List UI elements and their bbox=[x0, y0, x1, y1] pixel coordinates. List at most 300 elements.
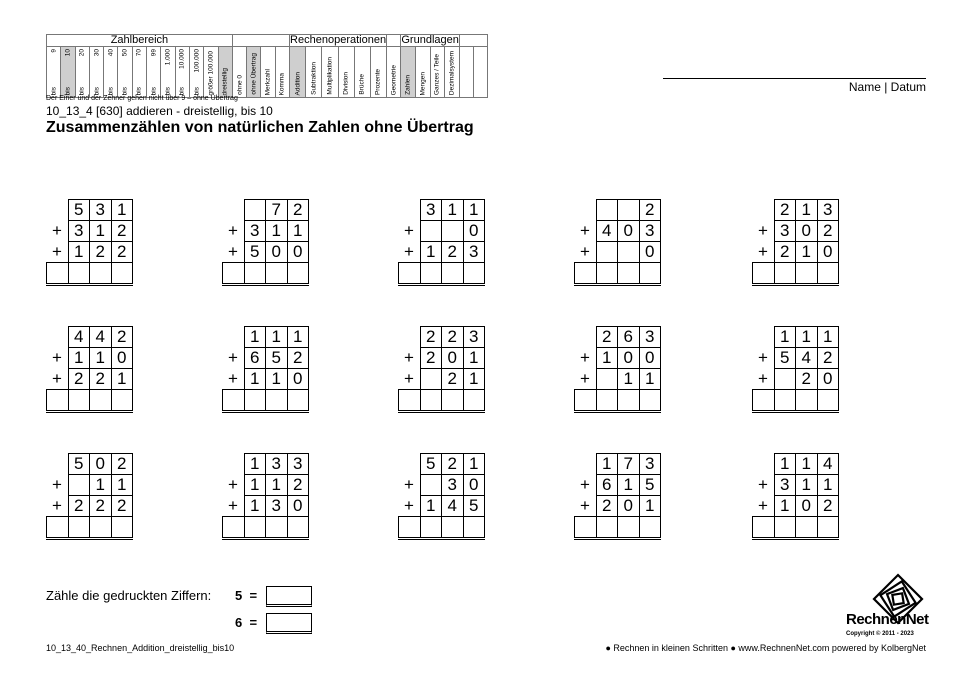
digit-cell: 2 bbox=[90, 242, 112, 263]
result-cell[interactable] bbox=[463, 390, 485, 412]
digit-cell: 2 bbox=[111, 496, 133, 517]
result-cell[interactable] bbox=[817, 263, 839, 285]
result-cell[interactable] bbox=[47, 517, 69, 539]
result-cell[interactable] bbox=[47, 390, 69, 412]
category-label: Multiplikation bbox=[326, 57, 334, 95]
category-label: Geometrie bbox=[390, 64, 398, 95]
result-cell[interactable] bbox=[463, 517, 485, 539]
empty-cell bbox=[575, 200, 597, 221]
digit-cell: 3 bbox=[90, 200, 112, 221]
group-spacer bbox=[459, 35, 488, 47]
rechen-cell bbox=[370, 47, 386, 98]
result-cell[interactable] bbox=[266, 517, 288, 539]
category-label: bis bbox=[164, 86, 172, 95]
digit-cell: 1 bbox=[90, 475, 112, 496]
count-answer-box-6[interactable] bbox=[266, 613, 312, 634]
grundlagen-cell bbox=[445, 47, 460, 98]
plus-sign: + bbox=[228, 475, 238, 494]
plus-sign: + bbox=[580, 475, 590, 494]
digit-cell: 3 bbox=[68, 221, 90, 242]
digit-cell: 0 bbox=[639, 348, 661, 369]
result-cell[interactable] bbox=[796, 390, 818, 412]
zahlbereich-cell bbox=[218, 47, 232, 98]
digit-cell bbox=[618, 200, 640, 221]
digit-cell: 1 bbox=[817, 475, 839, 496]
count-row-5 bbox=[235, 588, 257, 603]
result-cell[interactable] bbox=[618, 263, 640, 285]
addition-grid bbox=[222, 199, 309, 286]
category-value: 70 bbox=[135, 49, 143, 57]
digit-cell bbox=[596, 242, 618, 263]
result-cell[interactable] bbox=[753, 517, 775, 539]
digit-cell: 1 bbox=[596, 454, 618, 475]
digit-cell: 5 bbox=[68, 200, 90, 221]
plus-sign: + bbox=[758, 368, 768, 388]
digit-cell: 0 bbox=[817, 242, 839, 263]
addition-task bbox=[46, 453, 133, 540]
result-cell[interactable] bbox=[442, 390, 464, 412]
result-cell[interactable] bbox=[817, 390, 839, 412]
digit-cell: 3 bbox=[287, 454, 309, 475]
category-label: bis bbox=[64, 86, 72, 95]
digit-cell: 2 bbox=[111, 327, 133, 348]
addition-grid bbox=[46, 453, 133, 540]
geometrie-cell bbox=[387, 47, 401, 98]
digit-cell: 3 bbox=[774, 221, 796, 242]
digit-cell: 1 bbox=[287, 327, 309, 348]
category-label: größer 100.000 bbox=[207, 50, 215, 95]
digit-cell: 5 bbox=[774, 348, 796, 369]
result-cell[interactable] bbox=[442, 263, 464, 285]
result-cell[interactable] bbox=[266, 263, 288, 285]
result-cell[interactable] bbox=[287, 517, 309, 539]
plus-sign: + bbox=[580, 368, 590, 388]
zahlbereich-cell bbox=[189, 47, 203, 98]
addition-task bbox=[752, 199, 839, 286]
plus-sign: + bbox=[404, 368, 414, 388]
digit-cell: 2 bbox=[442, 369, 464, 390]
category-value: 50 bbox=[121, 49, 129, 57]
count-equals: = bbox=[249, 588, 258, 603]
empty-cell bbox=[223, 454, 245, 475]
digit-cell: 1 bbox=[111, 369, 133, 390]
digit-cell: 1 bbox=[774, 454, 796, 475]
footer-filename: 10_13_40_Rechnen_Addition_dreistellig_bis10 bbox=[46, 643, 235, 653]
digit-cell: 1 bbox=[463, 200, 485, 221]
count-digit: 5 bbox=[235, 588, 243, 603]
digit-cell: 3 bbox=[639, 454, 661, 475]
digit-cell: 2 bbox=[596, 327, 618, 348]
result-cell[interactable] bbox=[266, 390, 288, 412]
digit-cell: 3 bbox=[774, 475, 796, 496]
category-value: 20 bbox=[78, 49, 86, 57]
digit-cell: 1 bbox=[266, 327, 288, 348]
digit-cell: 5 bbox=[68, 454, 90, 475]
digit-cell: 1 bbox=[796, 327, 818, 348]
category-label: bis bbox=[135, 86, 143, 95]
result-cell[interactable] bbox=[111, 263, 133, 285]
digit-cell: 3 bbox=[463, 242, 485, 263]
digit-cell: 2 bbox=[442, 242, 464, 263]
footer-credits: ● Rechnen in kleinen Schritten ● www.RechnenNet.com powered by KolbergNet bbox=[605, 643, 926, 653]
category-label: bis bbox=[193, 86, 201, 95]
empty-cell bbox=[399, 327, 421, 348]
blank-cell bbox=[474, 47, 488, 98]
category-label: Mengen bbox=[419, 71, 427, 95]
digit-cell: 1 bbox=[420, 496, 442, 517]
empty-cell bbox=[223, 327, 245, 348]
addition-grid bbox=[46, 326, 133, 413]
zahlbereich-cell bbox=[118, 47, 132, 98]
result-cell[interactable] bbox=[90, 390, 112, 412]
digit-cell: 1 bbox=[90, 348, 112, 369]
result-cell[interactable] bbox=[420, 517, 442, 539]
digit-cell bbox=[618, 242, 640, 263]
zahlbereich-cell bbox=[147, 47, 161, 98]
digit-cell: 1 bbox=[244, 475, 266, 496]
digit-cell: 1 bbox=[244, 454, 266, 475]
rechen-cell bbox=[306, 47, 322, 98]
plus-sign: + bbox=[580, 241, 590, 261]
plus-sign: + bbox=[580, 348, 590, 367]
category-value: 10 bbox=[64, 49, 72, 57]
category-label: Brüche bbox=[358, 74, 366, 95]
result-cell[interactable] bbox=[420, 263, 442, 285]
digit-cell: 4 bbox=[68, 327, 90, 348]
category-label: Addition bbox=[294, 71, 302, 95]
category-label: Subtraktion bbox=[310, 62, 318, 95]
category-label: Division bbox=[342, 72, 350, 95]
digit-cell: 1 bbox=[817, 327, 839, 348]
digit-cell: 1 bbox=[618, 369, 640, 390]
result-cell[interactable] bbox=[223, 517, 245, 539]
result-cell[interactable] bbox=[618, 390, 640, 412]
result-cell[interactable] bbox=[774, 263, 796, 285]
addition-task bbox=[398, 453, 485, 540]
group-grundlagen: Grundlagen bbox=[401, 34, 459, 46]
zahlbereich-cell bbox=[175, 47, 189, 98]
brand-name: RechnenNet bbox=[846, 611, 929, 628]
category-label: dreistellig bbox=[221, 67, 229, 95]
result-cell[interactable] bbox=[442, 517, 464, 539]
digit-cell: 3 bbox=[266, 496, 288, 517]
digit-cell: 1 bbox=[68, 348, 90, 369]
digit-cell: 3 bbox=[817, 200, 839, 221]
result-cell[interactable] bbox=[399, 390, 421, 412]
digit-cell bbox=[442, 221, 464, 242]
addition-grid bbox=[398, 199, 485, 286]
digit-cell: 2 bbox=[774, 200, 796, 221]
result-cell[interactable] bbox=[753, 263, 775, 285]
addition-task bbox=[752, 326, 839, 413]
digit-cell: 5 bbox=[266, 348, 288, 369]
addition-task bbox=[46, 326, 133, 413]
category-label: Ganzes / Teile bbox=[433, 53, 441, 95]
zahlbereich-cell bbox=[204, 47, 218, 98]
category-label: bis bbox=[78, 86, 86, 95]
category-header bbox=[46, 34, 488, 98]
digit-cell: 1 bbox=[244, 496, 266, 517]
digit-cell bbox=[244, 200, 266, 221]
plus-sign: + bbox=[758, 221, 768, 240]
result-cell[interactable] bbox=[244, 390, 266, 412]
category-label: Merkzahl bbox=[264, 68, 272, 95]
result-cell[interactable] bbox=[244, 517, 266, 539]
plus-sign: + bbox=[52, 368, 62, 388]
result-cell[interactable] bbox=[68, 517, 90, 539]
result-cell[interactable] bbox=[90, 517, 112, 539]
copyright: Copyright © 2011 - 2023 bbox=[846, 631, 914, 637]
empty-cell bbox=[399, 200, 421, 221]
digit-cell bbox=[420, 221, 442, 242]
digit-cell bbox=[596, 200, 618, 221]
digit-cell: 1 bbox=[420, 242, 442, 263]
digit-cell: 1 bbox=[244, 327, 266, 348]
digit-cell: 6 bbox=[618, 327, 640, 348]
plus-sign: + bbox=[580, 495, 590, 515]
result-cell[interactable] bbox=[596, 517, 618, 539]
digit-cell: 2 bbox=[90, 496, 112, 517]
digit-cell: 0 bbox=[287, 496, 309, 517]
rechen-cell bbox=[322, 47, 338, 98]
category-label: bis bbox=[107, 86, 115, 95]
digit-cell: 1 bbox=[774, 327, 796, 348]
addition-grid bbox=[574, 453, 661, 540]
digit-cell: 1 bbox=[266, 475, 288, 496]
plus-sign: + bbox=[758, 495, 768, 515]
count-digit: 6 bbox=[235, 615, 243, 630]
result-cell[interactable] bbox=[753, 390, 775, 412]
result-cell[interactable] bbox=[223, 390, 245, 412]
digit-cell: 3 bbox=[266, 454, 288, 475]
plus-sign: + bbox=[228, 221, 238, 240]
grundlagen-cell bbox=[401, 47, 416, 98]
addition-grid bbox=[222, 453, 309, 540]
result-cell[interactable] bbox=[399, 517, 421, 539]
digit-cell: 2 bbox=[817, 221, 839, 242]
result-cell[interactable] bbox=[420, 390, 442, 412]
result-cell[interactable] bbox=[223, 263, 245, 285]
category-label: bis bbox=[150, 86, 158, 95]
category-value: 100.000 bbox=[193, 49, 201, 73]
plus-sign: + bbox=[228, 495, 238, 515]
plus-sign: + bbox=[404, 221, 414, 240]
digit-cell: 2 bbox=[420, 348, 442, 369]
empty-cell bbox=[223, 200, 245, 221]
plus-sign: + bbox=[758, 348, 768, 367]
digit-cell: 2 bbox=[442, 454, 464, 475]
group-rechenoperationen: Rechenoperationen bbox=[290, 34, 387, 46]
digit-cell: 1 bbox=[90, 221, 112, 242]
group-spacer bbox=[387, 35, 401, 47]
category-table bbox=[46, 34, 488, 98]
group-zahlbereich: Zahlbereich bbox=[47, 35, 233, 47]
plus-sign: + bbox=[758, 241, 768, 261]
result-cell[interactable] bbox=[796, 517, 818, 539]
digit-cell: 0 bbox=[796, 221, 818, 242]
addition-task bbox=[222, 326, 309, 413]
category-value: 30 bbox=[93, 49, 101, 57]
mid-cell bbox=[275, 47, 289, 98]
result-cell[interactable] bbox=[618, 517, 640, 539]
digit-cell: 2 bbox=[68, 496, 90, 517]
rechen-cell bbox=[290, 47, 306, 98]
plus-sign: + bbox=[52, 241, 62, 261]
group-spacer bbox=[232, 35, 289, 47]
page-title: Zusammenzählen von natürlichen Zahlen ohne Übertrag bbox=[46, 119, 474, 136]
rechen-cell bbox=[354, 47, 370, 98]
digit-cell: 1 bbox=[463, 454, 485, 475]
digit-cell bbox=[596, 369, 618, 390]
zahlbereich-cell bbox=[75, 47, 89, 98]
digit-cell: 1 bbox=[463, 369, 485, 390]
digit-cell: 6 bbox=[244, 348, 266, 369]
plus-sign: + bbox=[52, 495, 62, 515]
digit-cell: 1 bbox=[68, 242, 90, 263]
result-cell[interactable] bbox=[111, 390, 133, 412]
digit-cell: 0 bbox=[817, 369, 839, 390]
result-cell[interactable] bbox=[817, 517, 839, 539]
digit-cell: 2 bbox=[68, 369, 90, 390]
result-cell[interactable] bbox=[596, 390, 618, 412]
digit-cell: 1 bbox=[796, 454, 818, 475]
digit-cell: 2 bbox=[111, 242, 133, 263]
digit-cell: 3 bbox=[639, 221, 661, 242]
result-cell[interactable] bbox=[639, 390, 661, 412]
digit-cell: 0 bbox=[111, 348, 133, 369]
category-label: ohne Übertrag bbox=[250, 53, 258, 95]
name-date-line bbox=[663, 78, 926, 79]
result-cell[interactable] bbox=[774, 390, 796, 412]
result-cell[interactable] bbox=[796, 263, 818, 285]
count-answer-box-5[interactable] bbox=[266, 586, 312, 607]
result-cell[interactable] bbox=[575, 263, 597, 285]
result-cell[interactable] bbox=[639, 517, 661, 539]
digit-cell: 1 bbox=[287, 221, 309, 242]
category-value: 40 bbox=[107, 49, 115, 57]
result-cell[interactable] bbox=[68, 390, 90, 412]
digit-cell: 1 bbox=[111, 200, 133, 221]
digit-cell: 3 bbox=[639, 327, 661, 348]
digit-cell: 0 bbox=[618, 221, 640, 242]
category-label: Komma bbox=[278, 72, 286, 95]
plus-sign: + bbox=[758, 475, 768, 494]
blank-cell bbox=[459, 47, 473, 98]
category-label: Zahlen bbox=[404, 75, 412, 95]
zahlbereich-cell bbox=[161, 47, 175, 98]
digit-cell: 2 bbox=[639, 200, 661, 221]
addition-grid bbox=[752, 326, 839, 413]
category-label: Dezimalsystem bbox=[448, 50, 456, 95]
digit-cell: 2 bbox=[287, 200, 309, 221]
digit-cell: 1 bbox=[639, 496, 661, 517]
digit-cell: 5 bbox=[244, 242, 266, 263]
digit-cell: 1 bbox=[463, 348, 485, 369]
digit-cell: 4 bbox=[817, 454, 839, 475]
addition-grid bbox=[46, 199, 133, 286]
addition-grid bbox=[398, 453, 485, 540]
result-cell[interactable] bbox=[47, 263, 69, 285]
zahlbereich-cell bbox=[61, 47, 75, 98]
category-label: Prozente bbox=[374, 68, 382, 95]
addition-task bbox=[574, 199, 661, 286]
empty-cell bbox=[399, 454, 421, 475]
digit-cell: 1 bbox=[639, 369, 661, 390]
digit-cell: 5 bbox=[463, 496, 485, 517]
grundlagen-cell bbox=[416, 47, 431, 98]
result-cell[interactable] bbox=[287, 263, 309, 285]
plus-sign: + bbox=[52, 475, 62, 494]
plus-sign: + bbox=[404, 241, 414, 261]
digit-cell: 0 bbox=[442, 348, 464, 369]
addition-task bbox=[222, 453, 309, 540]
worksheet-note: Der Einer und der Zehner gehen nicht über 9 – ohne Übertrag bbox=[46, 95, 238, 102]
digit-cell: 1 bbox=[796, 475, 818, 496]
result-cell[interactable] bbox=[68, 263, 90, 285]
digit-cell: 0 bbox=[463, 475, 485, 496]
digit-cell: 2 bbox=[817, 496, 839, 517]
digit-cell: 2 bbox=[287, 348, 309, 369]
result-cell[interactable] bbox=[399, 263, 421, 285]
digit-cell: 2 bbox=[817, 348, 839, 369]
addition-grid bbox=[574, 326, 661, 413]
result-cell[interactable] bbox=[596, 263, 618, 285]
result-cell[interactable] bbox=[575, 390, 597, 412]
result-cell[interactable] bbox=[244, 263, 266, 285]
digit-cell: 0 bbox=[287, 242, 309, 263]
digit-cell: 1 bbox=[774, 496, 796, 517]
digit-cell: 1 bbox=[244, 369, 266, 390]
result-cell[interactable] bbox=[463, 263, 485, 285]
digit-cell: 1 bbox=[266, 221, 288, 242]
category-value: 9 bbox=[50, 49, 58, 53]
digit-cell: 2 bbox=[442, 327, 464, 348]
result-cell[interactable] bbox=[575, 517, 597, 539]
digit-cell: 1 bbox=[796, 200, 818, 221]
digit-cell: 0 bbox=[266, 242, 288, 263]
result-cell[interactable] bbox=[111, 517, 133, 539]
mid-cell bbox=[232, 47, 246, 98]
category-value: 99 bbox=[150, 49, 158, 57]
result-cell[interactable] bbox=[287, 390, 309, 412]
result-cell[interactable] bbox=[90, 263, 112, 285]
digit-cell: 0 bbox=[618, 496, 640, 517]
zahlbereich-cell bbox=[47, 47, 61, 98]
zahlbereich-cell bbox=[132, 47, 146, 98]
zahlbereich-cell bbox=[89, 47, 103, 98]
digit-cell: 4 bbox=[442, 496, 464, 517]
digit-cell: 4 bbox=[796, 348, 818, 369]
digit-cell: 4 bbox=[90, 327, 112, 348]
count-row-6 bbox=[235, 615, 257, 630]
digit-cell: 3 bbox=[442, 475, 464, 496]
empty-cell bbox=[47, 454, 69, 475]
digit-cell: 1 bbox=[596, 348, 618, 369]
digit-cell: 7 bbox=[266, 200, 288, 221]
plus-sign: + bbox=[228, 368, 238, 388]
plus-sign: + bbox=[404, 348, 414, 367]
plus-sign: + bbox=[404, 495, 414, 515]
grundlagen-cell bbox=[430, 47, 445, 98]
plus-sign: + bbox=[580, 221, 590, 240]
rechen-cell bbox=[338, 47, 354, 98]
result-cell[interactable] bbox=[639, 263, 661, 285]
worksheet-code: 10_13_4 [630] addieren - dreistellig, bis 10 bbox=[46, 104, 273, 118]
result-cell[interactable] bbox=[774, 517, 796, 539]
addition-grid bbox=[222, 326, 309, 413]
empty-cell bbox=[753, 454, 775, 475]
digit-cell bbox=[774, 369, 796, 390]
